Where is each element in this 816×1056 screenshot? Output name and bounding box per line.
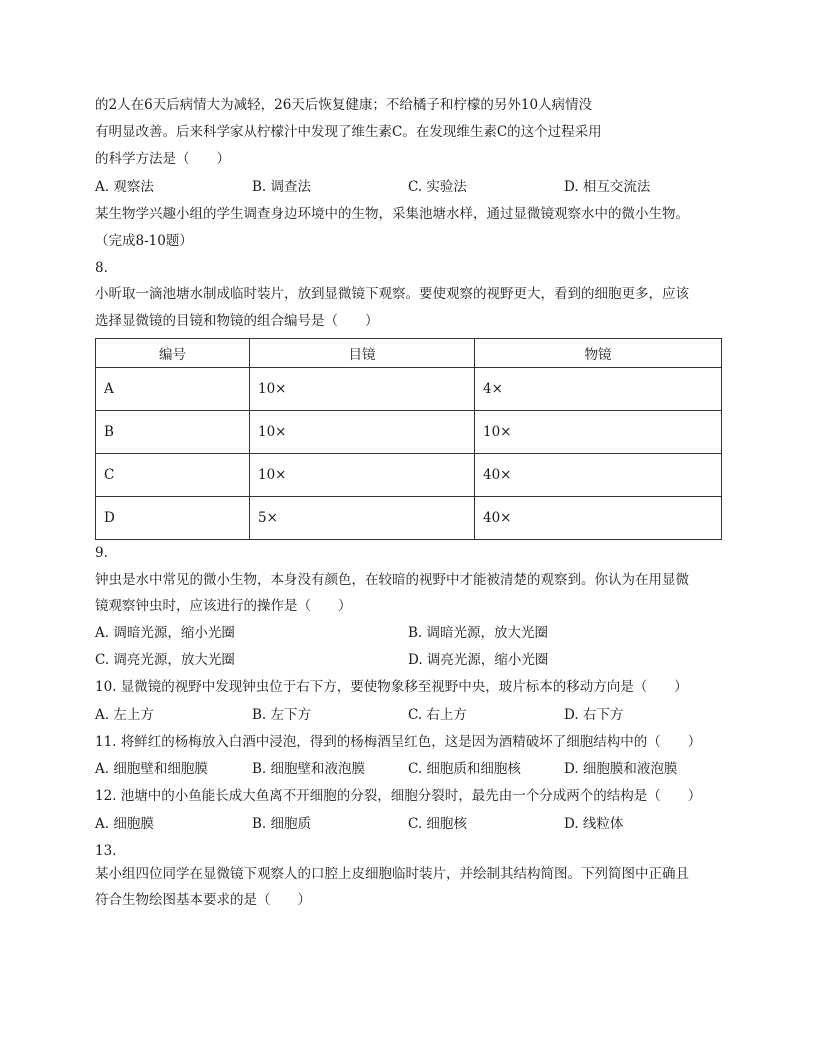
q9-line-2: 镜观察钟虫时，应该进行的操作是（ ） [95,598,352,614]
intro-line-2: 有明显改善。后来科学家从柠檬汁中发现了维生素C。在发现维生素C的这个过程采用 [95,124,602,140]
table-row [96,411,722,454]
q12-options [95,814,735,834]
context-line-1: 某生物学兴趣小组的学生调查身边环境中的生物，采集池塘水样，通过显微镜观察水中的微小生物。 [95,206,689,222]
q9-options-row-1 [95,623,735,643]
q10-option-c[interactable]: C. 右上方 [408,707,467,723]
q13-number: 13. [95,843,117,859]
table-cell: 40× [475,497,722,540]
table-cell: 10× [250,368,475,411]
q13-line-2: 符合生物绘图基本要求的是（ ） [95,892,311,908]
table-row [96,368,722,411]
q11-option-a[interactable]: A. 细胞壁和细胞膜 [95,761,208,777]
q9-number: 9. [95,545,108,561]
intro-option-c[interactable]: C. 实验法 [408,179,467,195]
q11-option-c[interactable]: C. 细胞质和细胞核 [408,761,521,777]
q9-option-d[interactable]: D. 调亮光源，缩小光圈 [408,652,549,668]
table-cell: 10× [250,411,475,454]
q11-text: 11. 将鲜红的杨梅放入白酒中浸泡，得到的杨梅酒呈红色，这是因为酒精破坏了细胞结构中的（ ） [95,734,702,750]
context-line-2: （完成8-10题） [95,233,193,249]
table-cell: 40× [475,454,722,497]
q10-options [95,705,735,725]
table-cell: 5× [250,497,475,540]
q12-option-b[interactable]: B. 细胞质 [252,816,312,832]
q11-option-d[interactable]: D. 细胞膜和液泡膜 [564,761,678,777]
table-header-row [96,339,722,368]
table-cell: B [96,411,250,454]
table-cell: D [96,497,250,540]
intro-option-a[interactable]: A. 观察法 [95,179,154,195]
q9-option-c[interactable]: C. 调亮光源，放大光圈 [95,652,235,668]
q11-option-b[interactable]: B. 细胞壁和液泡膜 [252,761,366,777]
intro-option-d[interactable]: D. 相互交流法 [564,179,651,195]
q11-options [95,759,735,779]
intro-line-1: 的2人在6天后病情大为减轻，26天后恢复健康；不给橘子和柠檬的另外10人病情没 [95,97,593,113]
q12-option-d[interactable]: D. 线粒体 [564,816,624,832]
q12-option-c[interactable]: C. 细胞核 [408,816,467,832]
q8-table [95,338,722,540]
table-cell: A [96,368,250,411]
q12-text: 12. 池塘中的小鱼能长成大鱼离不开细胞的分裂，细胞分裂时，最先由一个分成两个的结构是（ ） [95,788,702,804]
table-cell: 10× [250,454,475,497]
table-cell: 4× [475,368,722,411]
table-header: 编号 [96,339,250,368]
q9-option-b[interactable]: B. 调暗光源，放大光圈 [408,625,549,641]
intro-line-3: 的科学方法是（ ） [95,151,230,167]
intro-options [95,177,735,197]
table-header: 目镜 [250,339,475,368]
q9-options-row-2 [95,650,735,670]
table-header: 物镜 [475,339,722,368]
table-cell: 10× [475,411,722,454]
q8-line-2: 选择显微镜的目镜和物镜的组合编号是（ ） [95,313,379,329]
q10-option-d[interactable]: D. 右下方 [564,707,624,723]
table-cell: C [96,454,250,497]
table-row [96,497,722,540]
q10-option-a[interactable]: A. 左上方 [95,707,154,723]
q8-number: 8. [95,260,108,276]
q9-line-1: 钟虫是水中常见的微小生物，本身没有颜色，在较暗的视野中才能被清楚的观察到。你认为在用显微 [95,572,689,588]
q9-option-a[interactable]: A. 调暗光源，缩小光圈 [95,625,235,641]
q13-line-1: 某小组四位同学在显微镜下观察人的口腔上皮细胞临时装片，并绘制其结构简图。下列简图中正确且 [95,866,689,882]
q8-line-1: 小昕取一滴池塘水制成临时装片，放到显微镜下观察。要使观察的视野更大，看到的细胞更多，应该 [95,286,689,302]
q10-option-b[interactable]: B. 左下方 [252,707,312,723]
q10-text: 10. 显微镜的视野中发现钟虫位于右下方，要使物象移至视野中央，玻片标本的移动方向是（ ） [95,679,688,695]
q12-option-a[interactable]: A. 细胞膜 [95,816,154,832]
table-row [96,454,722,497]
intro-option-b[interactable]: B. 调查法 [252,179,312,195]
